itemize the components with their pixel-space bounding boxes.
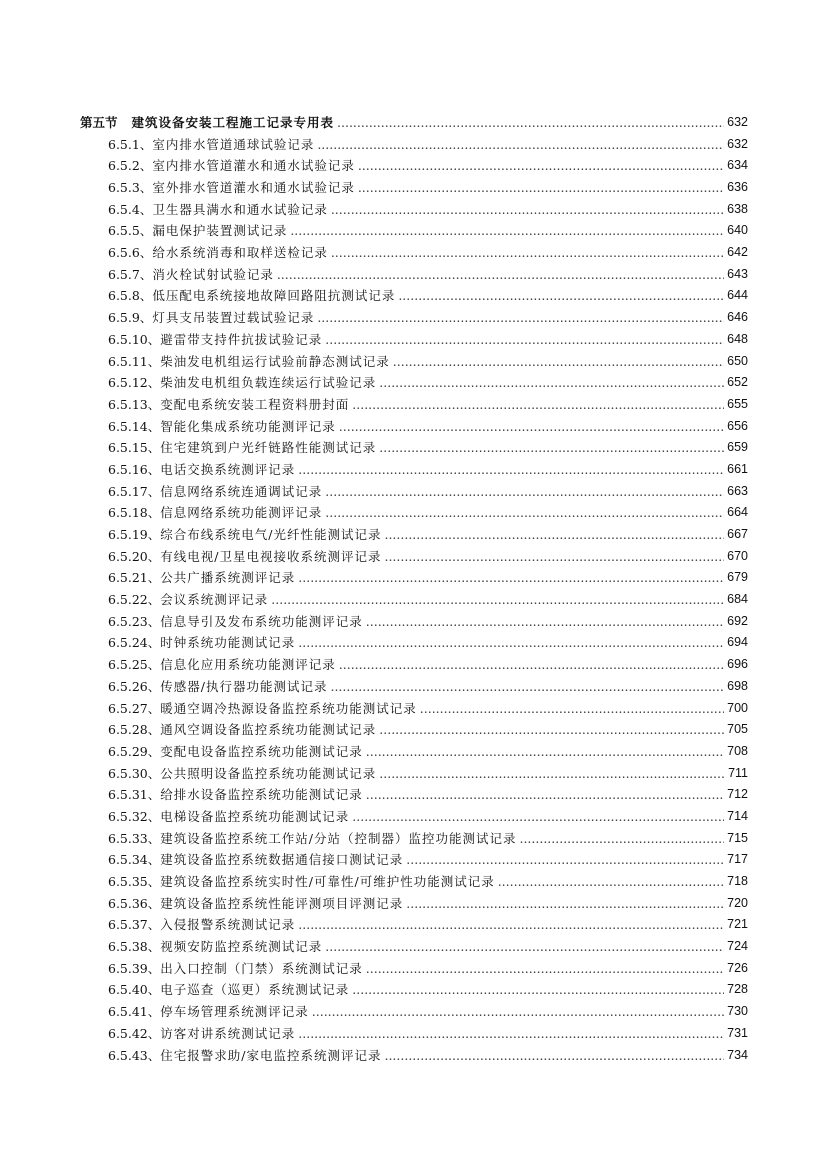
toc-entry[interactable] [80,719,748,741]
entry-number: 6.5.6、 [108,245,153,261]
entry-title: 信息化应用系统功能测评记录 [160,657,336,673]
entry-title: 会议系统测评记录 [160,592,269,608]
dot-leader [358,177,724,199]
dot-leader [298,459,724,481]
entry-title: 入侵报警系统测试记录 [160,917,296,933]
entry-page-number: 720 [727,895,748,910]
dot-leader [277,264,724,286]
entry-title: 通风空调设备监控系统功能测试记录 [160,722,377,738]
toc-entry[interactable] [80,546,748,568]
entry-page-number: 679 [727,570,748,585]
entry-number: 6.5.33、 [108,830,161,846]
dot-leader [290,220,724,242]
toc-entry[interactable] [80,459,748,481]
dot-leader [366,784,724,806]
toc-entry[interactable] [80,394,748,416]
dot-leader [379,719,724,741]
entry-number: 6.5.11、 [108,353,161,369]
entry-title: 综合布线系统电气/光纤性能测试记录 [160,527,382,543]
dot-leader [379,763,725,785]
toc-entry[interactable] [80,849,748,871]
entry-number: 6.5.25、 [108,657,161,673]
dot-leader [366,611,724,633]
dot-leader [420,698,724,720]
entry-page-number: 638 [727,201,748,216]
entry-number: 6.5.13、 [108,396,161,412]
entry-page-number: 661 [727,461,748,476]
dot-leader [519,828,724,850]
entry-page-number: 656 [727,418,748,433]
entry-title: 时钟系统功能测试记录 [160,635,296,651]
entry-title: 公共照明设备监控系统功能测试记录 [160,765,377,781]
entry-title: 低压配电系统接地故障回路阻抗测试记录 [152,288,396,304]
toc-entry[interactable] [80,980,748,1002]
entry-title: 智能化集成系统功能测评记录 [160,418,336,434]
dot-leader [339,416,724,438]
entry-page-number: 670 [727,548,748,563]
entry-page-number: 684 [727,592,748,607]
dot-leader [317,307,724,329]
dot-leader [384,546,724,568]
toc-entry[interactable] [80,1023,748,1045]
entry-number: 6.5.39、 [108,960,161,976]
entry-number: 6.5.27、 [108,700,161,716]
entry-page-number: 700 [727,700,748,715]
dot-leader [337,112,724,134]
entry-title: 信息网络系统功能测评记录 [160,505,323,521]
entry-number: 6.5.17、 [108,483,161,499]
entry-page-number: 721 [727,917,748,932]
entry-title: 信息网络系统连通调试记录 [160,483,323,499]
toc-entry[interactable] [80,589,748,611]
entry-page-number: 698 [727,678,748,693]
toc-entry[interactable] [80,481,748,503]
entry-number: 6.5.41、 [108,1004,161,1020]
entry-title: 视频安防监控系统测试记录 [160,939,323,955]
toc-entry[interactable] [80,329,748,351]
toc-entry[interactable] [80,307,748,329]
toc-entry[interactable] [80,351,748,373]
entry-title: 住宅报警求助/家电监控系统测评记录 [160,1047,382,1063]
entry-number: 6.5.34、 [108,852,161,868]
entry-page-number: 705 [727,722,748,737]
entry-number: 6.5.19、 [108,527,161,543]
dot-leader [352,979,724,1001]
toc-entry[interactable] [80,567,748,589]
entry-number: 6.5.4、 [108,201,153,217]
toc-entry[interactable] [80,784,748,806]
entry-number: 6.5.8、 [108,288,153,304]
dot-leader [379,372,724,394]
entry-page-number: 634 [727,158,748,173]
entry-title: 室内排水管道通球试验记录 [152,136,315,152]
entry-number: 6.5.30、 [108,765,161,781]
entry-number: 6.5.14、 [108,418,161,434]
entry-page-number: 714 [727,808,748,823]
section-page-number: 632 [727,114,748,129]
entry-page-number: 664 [727,505,748,520]
dot-leader [317,134,724,156]
entry-title: 电子巡查（巡更）系统测试记录 [160,982,350,998]
entry-title: 避雷带支持件抗拔试验记录 [160,331,323,347]
toc-entry[interactable] [80,264,748,286]
entry-number: 6.5.35、 [108,874,161,890]
dot-leader [339,654,724,676]
toc-entry[interactable] [80,936,748,958]
entry-title: 室内排水管道灌水和通水试验记录 [152,158,355,174]
dot-leader [352,806,724,828]
entry-number: 6.5.24、 [108,635,161,651]
dot-leader [330,676,724,698]
toc-entry[interactable] [80,611,748,633]
dot-leader [366,741,724,763]
entry-page-number: 708 [727,743,748,758]
entry-page-number: 734 [727,1047,748,1062]
entry-title: 有线电视/卫星电视接收系统测评记录 [160,548,382,564]
entry-number: 6.5.12、 [108,375,161,391]
entry-title: 灯具支吊装置过载试验记录 [152,310,315,326]
entry-page-number: 652 [727,375,748,390]
entry-title: 建筑设备监控系统数据通信接口测试记录 [160,852,404,868]
toc-entry[interactable] [80,676,748,698]
entry-page-number: 663 [727,483,748,498]
entry-title: 给排水设备监控系统功能测试记录 [160,787,363,803]
entry-number: 6.5.16、 [108,461,161,477]
entry-page-number: 667 [727,527,748,542]
dot-leader [384,524,724,546]
toc-entry[interactable] [80,914,748,936]
entry-number: 6.5.10、 [108,331,161,347]
dot-leader [325,502,724,524]
dot-leader [358,155,724,177]
toc-entry[interactable] [80,806,748,828]
dot-leader [398,285,724,307]
entry-number: 6.5.7、 [108,266,153,282]
entry-page-number: 643 [727,266,748,281]
toc-entry[interactable] [80,416,748,438]
toc-entry[interactable] [80,698,748,720]
dot-leader [384,1045,724,1067]
entry-title: 传感器/执行器功能测试记录 [160,678,328,694]
entry-page-number: 644 [727,288,748,303]
entry-page-number: 650 [727,353,748,368]
entry-title: 柴油发电机组负载连续运行试验记录 [160,375,377,391]
entry-title: 漏电保护装置测试记录 [152,223,288,239]
toc-entry[interactable] [80,633,748,655]
entry-page-number: 711 [728,765,748,780]
entry-title: 停车场管理系统测评记录 [160,1004,309,1020]
dot-leader [325,329,724,351]
entry-page-number: 642 [727,245,748,260]
entry-page-number: 696 [727,657,748,672]
dot-leader [312,1001,724,1023]
entry-title: 消火栓试射试验记录 [152,266,274,282]
entry-page-number: 655 [727,396,748,411]
toc-entry[interactable] [80,286,748,308]
toc-entry[interactable] [80,741,748,763]
toc-entry[interactable] [80,134,748,156]
entry-number: 6.5.5、 [108,223,153,239]
entry-number: 6.5.42、 [108,1025,161,1041]
toc-entry[interactable] [80,372,748,394]
dot-leader [298,567,724,589]
entry-number: 6.5.36、 [108,895,161,911]
entry-title: 变配电设备监控系统功能测试记录 [160,743,363,759]
entry-number: 6.5.15、 [108,440,161,456]
entry-page-number: 636 [727,180,748,195]
entry-page-number: 718 [727,874,748,889]
entry-title: 卫生器具满水和通水试验记录 [152,201,328,217]
dot-leader [352,394,724,416]
section-number: 第五节 [80,114,118,130]
entry-page-number: 692 [727,613,748,628]
entry-number: 6.5.40、 [108,982,161,998]
toc-entry[interactable] [80,220,748,242]
entry-page-number: 632 [727,136,748,151]
toc-entry[interactable] [80,199,748,221]
toc-entry[interactable] [80,871,748,893]
entry-page-number: 648 [727,331,748,346]
entry-number: 6.5.1、 [108,136,153,152]
entry-page-number: 730 [727,1004,748,1019]
toc-entry[interactable] [80,177,748,199]
entry-number: 6.5.20、 [108,548,161,564]
dot-leader [331,242,724,264]
toc-entry[interactable] [80,502,748,524]
entry-title: 建筑设备监控系统工作站/分站（控制器）监控功能测试记录 [160,830,517,846]
dot-leader [298,632,724,654]
entry-number: 6.5.32、 [108,808,161,824]
entry-number: 6.5.29、 [108,743,161,759]
toc-entry[interactable] [80,958,748,980]
toc-entry[interactable] [80,1001,748,1023]
entry-title: 变配电系统安装工程资料册封面 [160,396,350,412]
entry-number: 6.5.23、 [108,613,161,629]
entry-title: 信息导引及发布系统功能测评记录 [160,613,363,629]
entry-title: 室外排水管道灌水和通水试验记录 [152,180,355,196]
toc-entry[interactable] [80,763,748,785]
entry-number: 6.5.26、 [108,678,161,694]
toc-entry[interactable] [80,893,748,915]
entry-page-number: 715 [727,830,748,845]
entry-page-number: 659 [727,440,748,455]
section-title: 建筑设备安装工程施工记录专用表 [131,114,335,130]
dot-leader [498,871,724,893]
dot-leader [298,1023,724,1045]
entry-title: 电话交换系统测评记录 [160,461,296,477]
entry-title: 柴油发电机组运行试验前静态测试记录 [160,353,390,369]
entry-number: 6.5.28、 [108,722,161,738]
entry-title: 给水系统消毒和取样送检记录 [152,245,328,261]
entry-number: 6.5.2、 [108,158,153,174]
entry-title: 建筑设备监控系统实时性/可靠性/可维护性功能测试记录 [160,874,495,890]
entry-number: 6.5.21、 [108,570,161,586]
entry-number: 6.5.37、 [108,917,161,933]
entry-number: 6.5.43、 [108,1047,161,1063]
entry-page-number: 694 [727,635,748,650]
toc-entry[interactable] [80,155,748,177]
entry-title: 暖通空调冷热源设备监控系统功能测试记录 [160,700,417,716]
dot-leader [379,437,724,459]
entry-page-number: 712 [727,787,748,802]
entry-number: 6.5.9、 [108,310,153,326]
entry-page-number: 717 [727,852,748,867]
entry-number: 6.5.38、 [108,939,161,955]
toc-entry[interactable] [80,1045,748,1067]
entry-page-number: 731 [727,1025,748,1040]
toc-entry-list [80,134,748,1067]
toc-section-heading[interactable] [80,112,748,134]
dot-leader [393,351,724,373]
entry-page-number: 728 [727,982,748,997]
dot-leader [325,936,724,958]
dot-leader [406,893,724,915]
entry-number: 6.5.18、 [108,505,161,521]
dot-leader [298,914,724,936]
entry-page-number: 724 [727,939,748,954]
entry-number: 6.5.22、 [108,592,161,608]
entry-page-number: 726 [727,960,748,975]
dot-leader [325,481,724,503]
dot-leader [366,958,724,980]
toc-entry[interactable] [80,437,748,459]
dot-leader [331,199,724,221]
entry-title: 住宅建筑到户光纤链路性能测试记录 [160,440,377,456]
entry-number: 6.5.3、 [108,180,153,196]
entry-page-number: 646 [727,310,748,325]
table-of-contents [80,112,748,1066]
dot-leader [406,849,724,871]
entry-title: 公共广播系统测评记录 [160,570,296,586]
entry-title: 出入口控制（门禁）系统测试记录 [160,960,363,976]
toc-entry[interactable] [80,242,748,264]
entry-title: 电梯设备监控系统功能测试记录 [160,808,350,824]
entry-number: 6.5.31、 [108,787,161,803]
dot-leader [271,589,724,611]
entry-title: 访客对讲系统测试记录 [160,1025,296,1041]
toc-entry[interactable] [80,828,748,850]
entry-page-number: 640 [727,223,748,238]
toc-entry[interactable] [80,524,748,546]
entry-title: 建筑设备监控系统性能评测项目评测记录 [160,895,404,911]
toc-entry[interactable] [80,654,748,676]
